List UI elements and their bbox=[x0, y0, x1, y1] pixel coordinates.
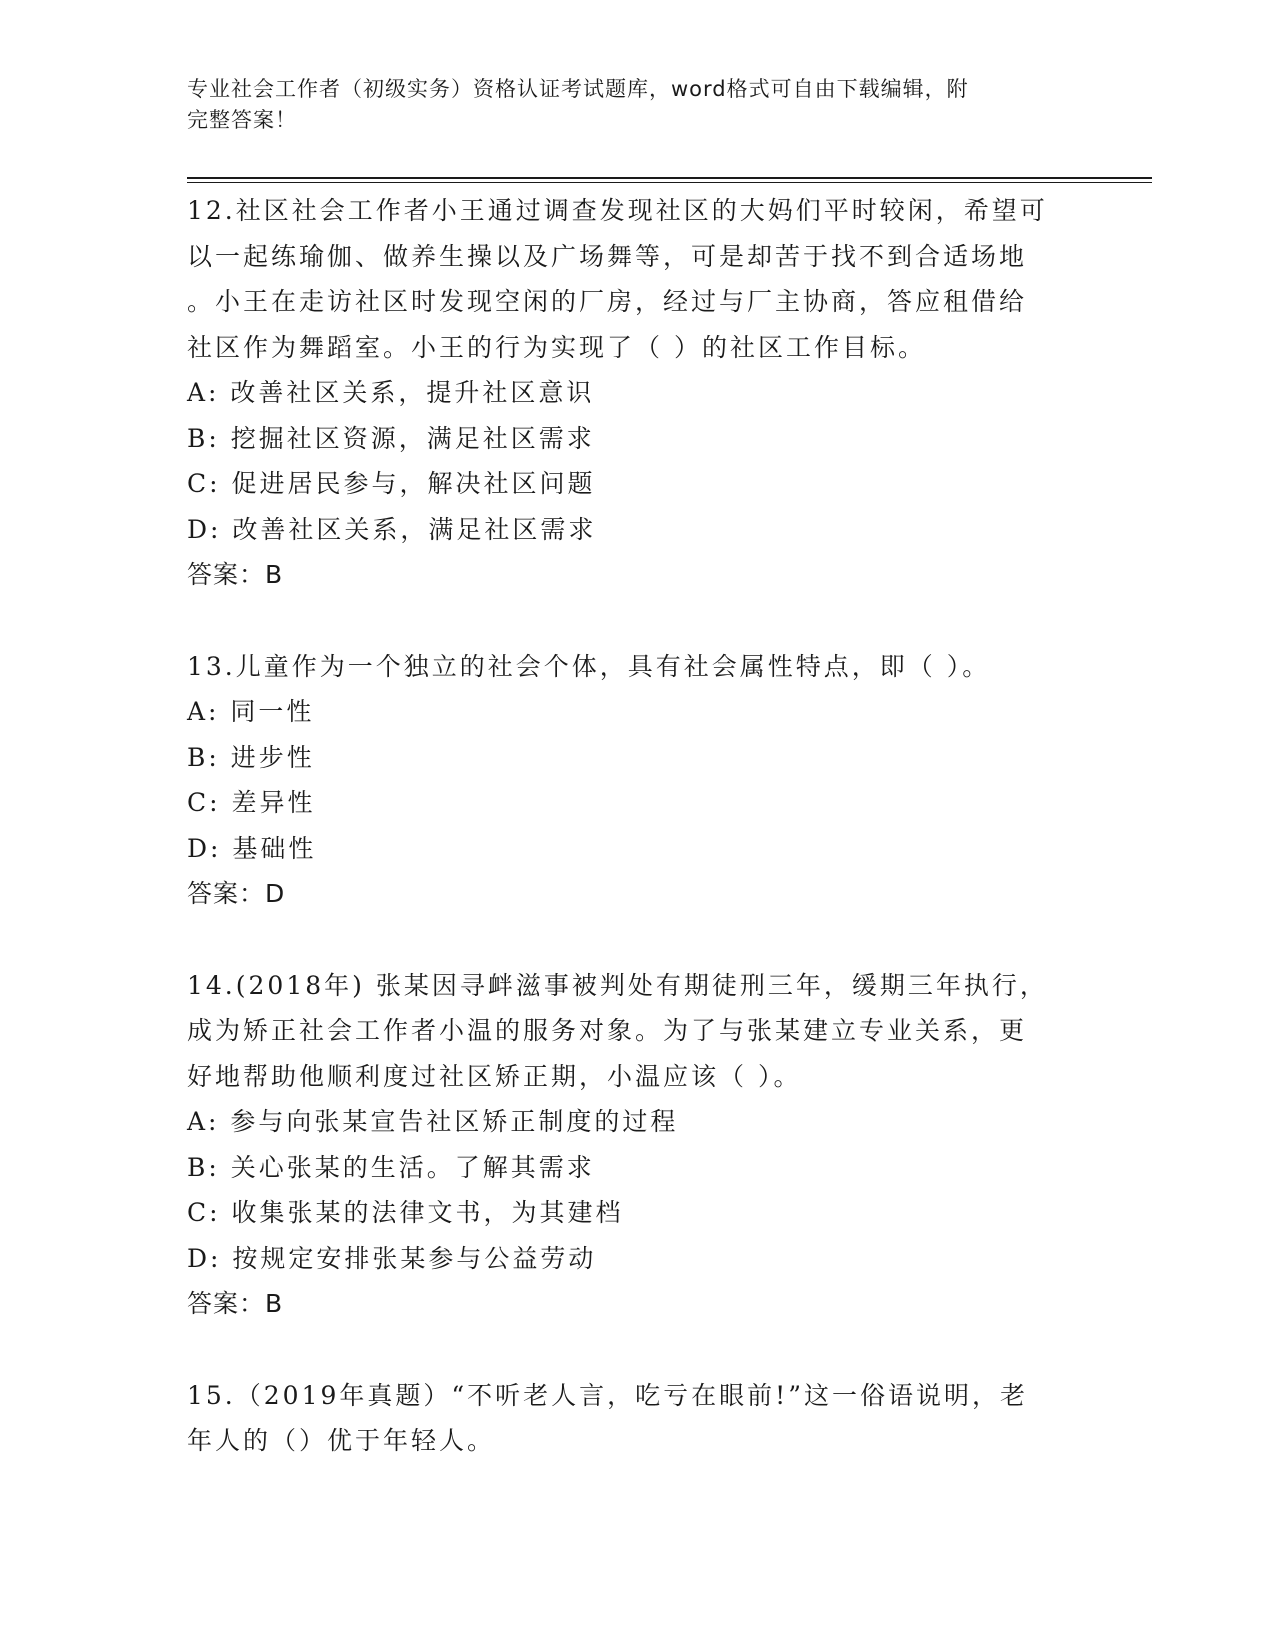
question-spacer bbox=[187, 1327, 1087, 1373]
stem-line: 。小王在走访社区时发现空闲的厂房，经过与厂主协商，答应租借给 bbox=[187, 287, 1028, 316]
stem-line: 12.社区社会工作者小王通过调查发现社区的大妈们平时较闲，希望可 bbox=[187, 196, 1048, 225]
option-b: B: 挖掘社区资源，满足社区需求 bbox=[187, 423, 595, 453]
question-12 bbox=[187, 188, 1087, 598]
question-spacer bbox=[187, 917, 1087, 963]
answer-line: 答案：B bbox=[187, 560, 284, 589]
option-a: A: 同一性 bbox=[187, 697, 315, 726]
answer-line: 答案：B bbox=[187, 1289, 284, 1318]
question-stem bbox=[187, 644, 1087, 690]
question-13 bbox=[187, 644, 1087, 917]
option-c: C: 收集张某的法律文书，为其建档 bbox=[187, 1198, 624, 1227]
option-a: A: 参与向张某宣告社区矫正制度的过程 bbox=[187, 1107, 679, 1136]
header-line-2: 完整答案！ bbox=[187, 108, 297, 132]
stem-line: 好地帮助他顺利度过社区矫正期，小温应该（ ）。 bbox=[187, 1061, 802, 1091]
option-b: B: 关心张某的生活。了解其需求 bbox=[187, 1152, 595, 1182]
answer-line: 答案：D bbox=[187, 879, 286, 908]
stem-line: 13.儿童作为一个独立的社会个体，具有社会属性特点，即（ ）。 bbox=[187, 651, 991, 681]
stem-line: 成为矫正社会工作者小温的服务对象。为了与张某建立专业关系，更 bbox=[187, 1016, 1028, 1045]
option-c: C: 差异性 bbox=[187, 788, 316, 817]
option-d: D: 按规定安排张某参与公益劳动 bbox=[187, 1243, 597, 1273]
question-stem bbox=[187, 963, 1087, 1100]
stem-line: 年人的（）优于年轻人。 bbox=[187, 1426, 496, 1455]
option-d: D: 改善社区关系，满足社区需求 bbox=[187, 514, 597, 544]
header-divider-thin bbox=[187, 182, 1152, 183]
question-stem bbox=[187, 188, 1087, 370]
question-14 bbox=[187, 963, 1087, 1327]
stem-line: 社区作为舞蹈室。小王的行为实现了（ ）的社区工作目标。 bbox=[187, 332, 926, 362]
option-c: C: 促进居民参与，解决社区问题 bbox=[187, 469, 596, 498]
question-15 bbox=[187, 1373, 1087, 1464]
question-spacer bbox=[187, 598, 1087, 644]
header-line-1: 专业社会工作者（初级实务）资格认证考试题库，word格式可自由下载编辑，附 bbox=[187, 77, 969, 101]
document-header bbox=[187, 74, 1067, 136]
question-list bbox=[187, 188, 1087, 1464]
option-d: D: 基础性 bbox=[187, 833, 317, 863]
option-a: A: 改善社区关系，提升社区意识 bbox=[187, 378, 595, 407]
header-divider-thick bbox=[187, 177, 1152, 179]
stem-line: 15.（2019年真题）“不听老人言，吃亏在眼前!”这一俗语说明，老 bbox=[187, 1380, 1028, 1410]
option-b: B: 进步性 bbox=[187, 742, 315, 772]
stem-line: 14.(2018年) 张某因寻衅滋事被判处有期徒刑三年，缓期三年执行， bbox=[187, 970, 1048, 1000]
stem-line: 以一起练瑜伽、做养生操以及广场舞等，可是却苦于找不到合适场地 bbox=[187, 241, 1028, 271]
question-stem bbox=[187, 1373, 1087, 1464]
